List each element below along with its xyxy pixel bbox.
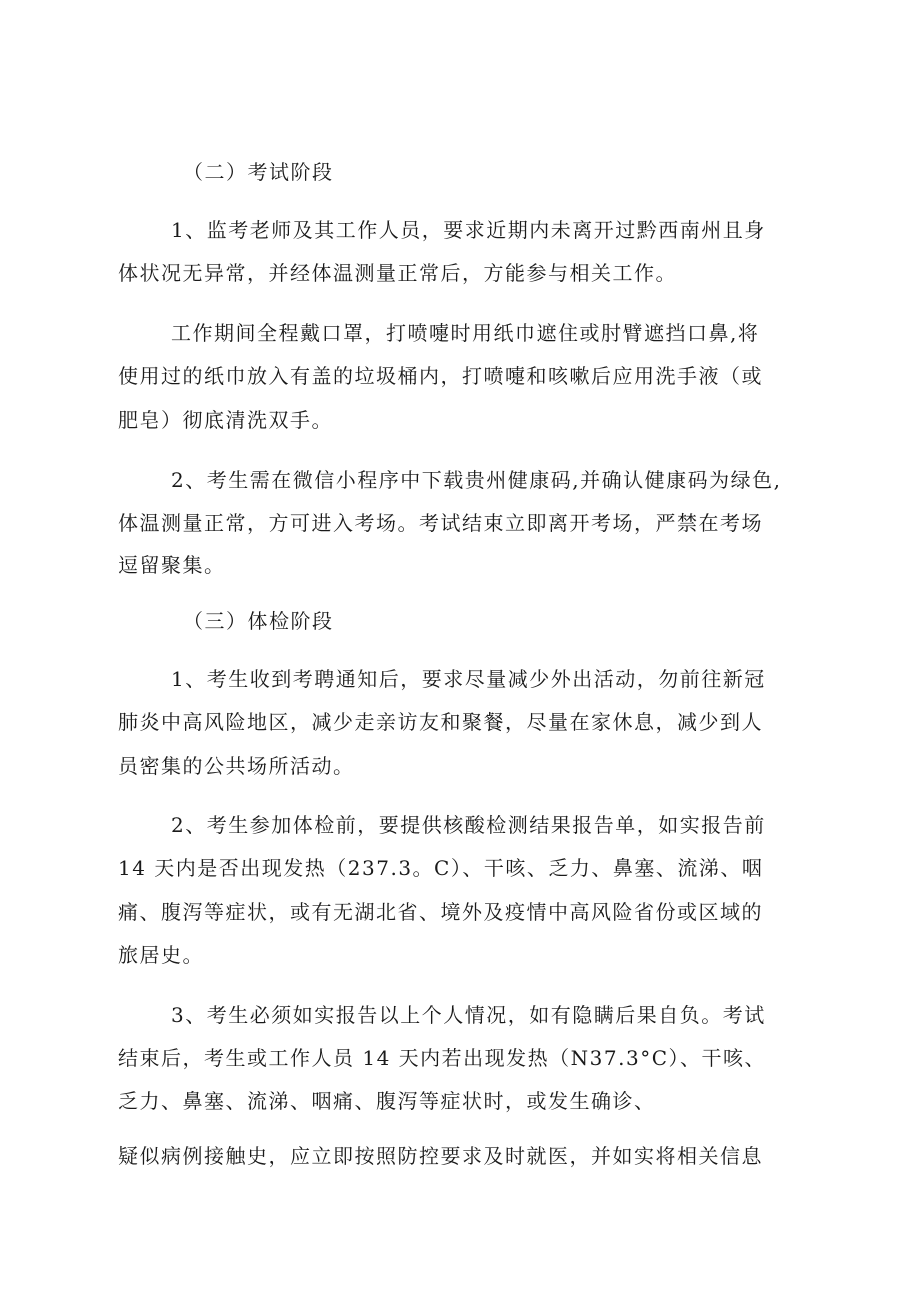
paragraph-line: 肺炎中高风险地区，减少走亲访友和聚餐，尽量在家休息，减少到人 [118,710,763,734]
paragraph-line: 体状况无异常，并经体温测量正常后，方能参与相关工作。 [118,261,677,285]
section-heading-exam-stage: （二）考试阶段 [183,160,334,184]
paragraph-line: 2、考生参加体检前，要提供核酸检测结果报告单，如实报告前 [171,813,766,837]
paragraph-line: 使用过的纸巾放入有盖的垃圾桶内，打喷嚏和咳嗽后应用洗手液（或 [118,364,763,388]
paragraph-line: 3、考生必须如实报告以上个人情况，如有隐瞒后果自负。考试 [171,1003,766,1027]
paragraph-line: 乏力、鼻塞、流涕、咽痛、腹泻等症状时，或发生确诊、 [118,1089,656,1113]
paragraph-line: 逗留聚集。 [118,553,226,577]
paragraph-line: 旅居史。 [118,943,204,967]
paragraph-line: 体温测量正常，方可进入考场。考试结束立即离开考场，严禁在考场 [118,511,763,535]
paragraph-line: 2、考生需在微信小程序中下载贵州健康码,并确认健康码为绿色, [171,468,782,492]
paragraph-line: 结束后，考生或工作人员 14 天内若出现发热（N37.3°C）、干咳、 [118,1046,766,1070]
section-heading-physical-stage: （三）体检阶段 [183,609,334,633]
paragraph-line: 14 天内是否出现发热（237.3。C）、干咳、乏力、鼻塞、流涕、咽 [118,856,764,880]
paragraph-line: 痛、腹泻等症状，或有无湖北省、境外及疫情中高风险省份或区域的 [118,900,763,924]
paragraph-line: 1、考生收到考聘通知后，要求尽量减少外出活动，勿前往新冠 [171,667,766,691]
paragraph-line: 工作期间全程戴口罩，打喷嚏时用纸巾遮住或肘臂遮挡口鼻,将 [171,321,760,345]
paragraph-line: 肥皂）彻底清洗双手。 [118,408,333,432]
paragraph-line: 疑似病例接触史，应立即按照防控要求及时就医，并如实将相关信息 [118,1144,763,1168]
paragraph-line: 1、监考老师及其工作人员，要求近期内未离开过黔西南州且身 [171,218,766,242]
paragraph-line: 员密集的公共场所活动。 [118,754,355,778]
